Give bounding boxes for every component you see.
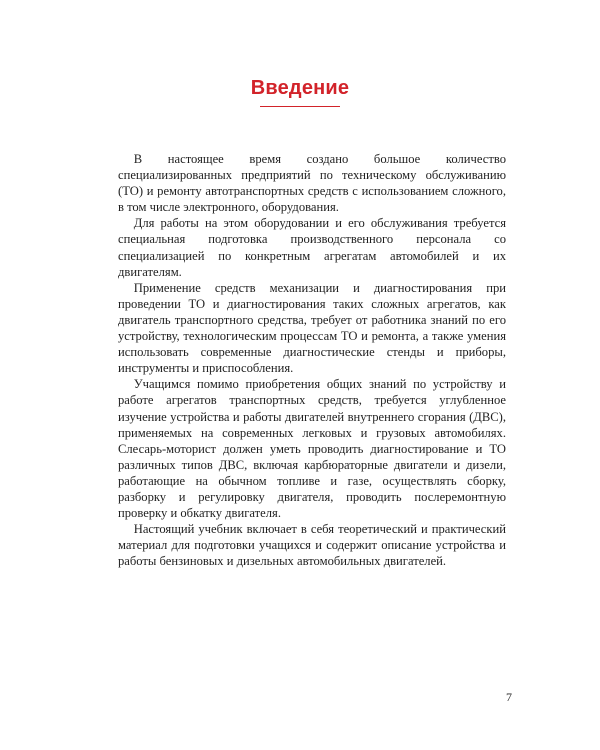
chapter-title: Введение bbox=[250, 77, 350, 99]
title-underline bbox=[260, 106, 340, 107]
heading-block bbox=[0, 76, 600, 100]
paragraph: Настоящий учебник включает в себя теоретический и практический материал для подготовки учащихся и содержит описание устройства и работы бензиновых и дизельных автомобильных двигателей. bbox=[118, 522, 506, 569]
page-number: 7 bbox=[506, 690, 512, 704]
paragraph: В настоящее время создано большое количество специализированных предприятий по техническому обслуживанию (ТО) и ремонту автотранспортных средств с использованием сложного, в том числе электронного, оборудования. bbox=[118, 152, 506, 215]
paragraph: Учащимся помимо приобретения общих знаний по устройству и работе агрегатов транспортных средств, требуется углубленное изучение устройства и работы двигателей внутреннего сгорания (ДВС), применяемых на современных легковых и грузовых автомобилях. Слесарь-моторист должен уметь проводить диагностирование и ТО различных типов ДВС, включая карбюраторные двигатели и дизели, работающие на обычном топливе и газе, осуществлять сборку, разборку и регулировку двигателя, проводить послеремонтную проверку и обкатку двигателя. bbox=[118, 377, 506, 521]
paragraph: Для работы на этом оборудовании и его обслуживания требуется специальная подготовка производственного персонала со специализацией по конкретным агрегатам автомобилей и их двигателям. bbox=[118, 216, 506, 279]
paragraph: Применение средств механизации и диагностирования при проведении ТО и диагностирования таких сложных агрегатов, как двигатель транспортного средства, требует от работника знаний по его устройству, технологическим процессам ТО и ремонта, а также умения использовать современные диагностические стенды и приборы, инструменты и приспособления. bbox=[118, 280, 506, 376]
body-text bbox=[118, 151, 506, 569]
